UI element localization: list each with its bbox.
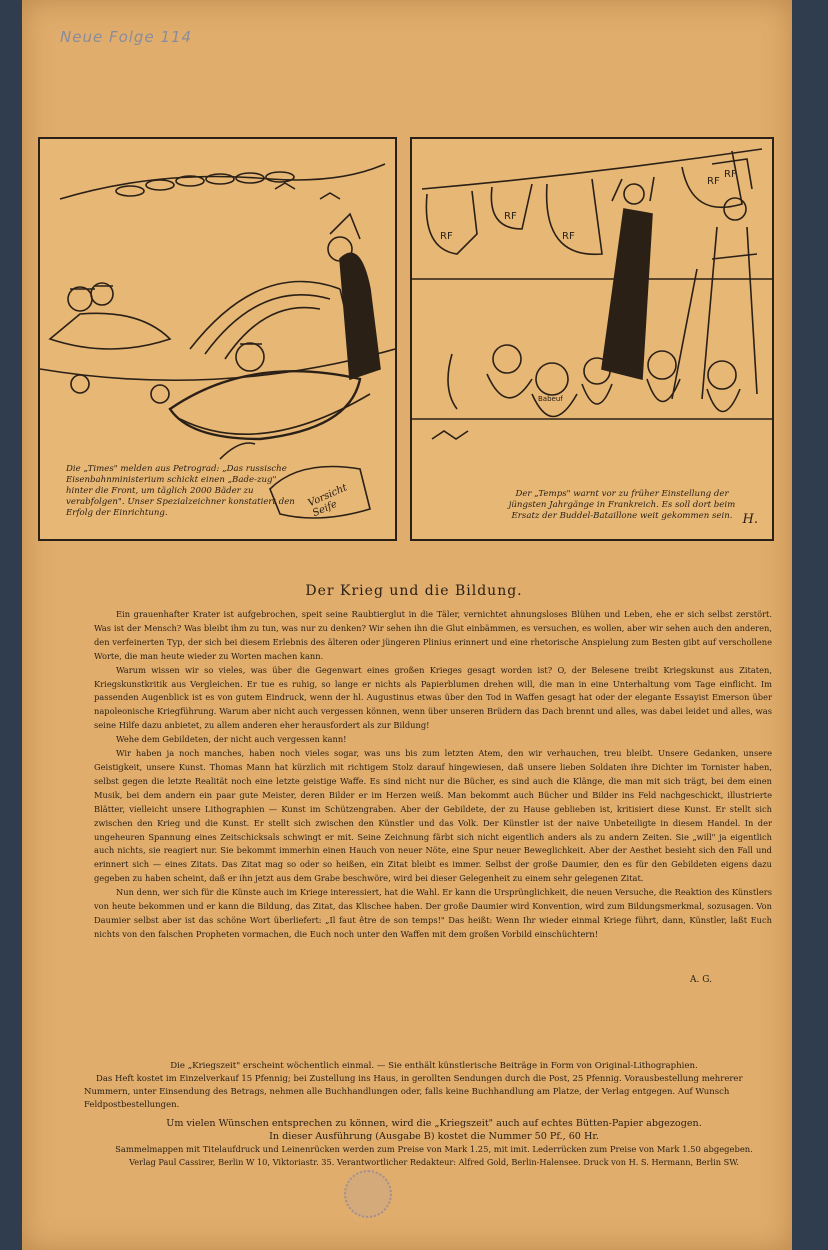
article-paragraph: Wir haben ja noch manches, haben noch vieles sogar, was uns bis zum letzten Atem, den wir verhauchen, treu bleibt. Unsere Gedanken, unsere Geistigkeit, unsere Kunst. Thomas Mann hat kürzlich mit richtigem Stolz darauf hingewiesen, daß unsere lieben Soldaten ihre Dichter im Tornister haben, selbst gegen die letzte Realität noch eine letzte geistige Waffe. Es sind nicht nur die Bücher, es sind auch die Klänge, die man mit sich trägt, bei dem einen Musik, bei dem andern ein paar gute Meister, deren Bilder er im Herzen weiß. Man bekommt auch Bücher und Bilder ins Feld nachgeschickt, illustrierte Blätter, vielleicht unsere Lithographien — Kunst im Schützengraben. Aber der Gebildete, der zu Hause geblieben ist, kritisiert diese Kunst. Er stellt sich zwischen den Krieg und die Kunst. Er stellt sich zwischen den Künstler und das Volk. Der Künstler ist der naive Unbeteiligte in diesem Handel. In der ungeheuren Spannung eines Zeitschicksals schwingt er mit. Seine Zeichnung färbt sich nicht eigentlich anders als zu andern Zeiten. Sie „will" ja eigentlich auch nichts, sie reagiert nur. Sie bekommt immerhin einen Hauch von neuer Nöte, eine Spur neuer Beweglichkeit. Aber der Aesthet besieht sich den Fall und erinnert sich — eines Zitats. Das Zitat mag so oder so heißen, ein Zitat bleibt es immer. Selbst der große Daumier, den es für den Gebildeten eigens dazu gegeben zu haben scheint, daß er ihn jetzt aus dem Grabe beschwöre, wird bei dieser Gelegenheit zu einem sehr gelegenen Zitat.	[94, 748, 772, 884]
article-body	[94, 608, 772, 942]
article-author: A. G.	[690, 975, 712, 985]
publisher-line: Verlag Paul Cassirer, Berlin W 10, Viktoriastr. 35. Verantwortlicher Redakteur: Alfred Gold, Berlin-Halensee. Druck von H. S. Hermann, Berlin SW.	[129, 1157, 739, 1167]
laundry-mark: RF	[504, 211, 517, 222]
footer-line: Um vielen Wünschen entsprechen zu können, wird die „Kriegszeit" auch auf echtes Bütten-Papier abgezogen.	[166, 1118, 702, 1129]
archive-pencil-note: Neue Folge 114	[60, 28, 193, 46]
article-title: Der Krieg und die Bildung.	[305, 583, 523, 599]
article-paragraph: Ein grauenhafter Krater ist aufgebrochen, speit seine Raubtierglut in die Täler, vernichtet ahnungsloses Blühen und Leben, ehe er sich selbst zerstört. Was ist der Mensch? Was bleibt ihm zu tun, was nur zu denken? Wir sehen ihn die Glut einbämmen, es versuchen, es wollen, aber wir sehen auch den anderen, den verfeinerten Typ, der sich bei diesem Erlebnis des älteren oder jüngeren Plinius erinnert und eine rhetorische Anspielung zum Besten gibt auf verschollene Worte, die man heute wieder zu Worten machen kann.	[94, 609, 772, 661]
footer-line: In dieser Ausführung (Ausgabe B) kostet die Nummer 50 Pf., 60 Hr.	[269, 1131, 599, 1142]
artist-monogram: H.	[742, 512, 758, 527]
publication-footer	[84, 1060, 784, 1169]
article-paragraph: Wehe dem Gebildeten, der nicht auch vergessen kann!	[116, 734, 347, 745]
right-illustration-panel	[410, 137, 774, 541]
laundry-mark: RF	[724, 169, 737, 180]
right-caption: Der „Temps" warnt vor zu früher Einstellung der jüngsten Jahrgänge in Frankreich. Es soll dort beim Ersatz der Buddel-Bataillone weit gekommen sein.	[508, 489, 736, 521]
footer-line: Das Heft kostet im Einzelverkauf 15 Pfennig; bei Zustellung ins Haus, in gerollten Sendungen durch die Post, 25 Pfennig. Vorausbestellung mehrerer Nummern, unter Einsendung des Betrags, nehmen alle Buchhandlungen oder, falls keine Buchhandlung am Platze, der Verlag entgegen. Auf Wunsch Feldpostbestellungen.	[84, 1074, 743, 1110]
soap-sign: Vorsicht Seife	[306, 482, 349, 520]
article-paragraph: Warum wissen wir so vieles, was über die Gegenwart eines großen Krieges gesagt worden ist? O, der Belesene treibt Kriegskunst aus Zitaten, Kriegskunstkritik aus Vergleichen. Er tue es ruhig, so lange er nichts als Papierblumen drehen will, die man in eine Unterhaltung vom Tage einflicht. Im passenden Augenblick ist es von gutem Eindruck, wenn der hl. Augustinus etwas über den Tod in Waffen gesagt hat oder der elegante Essayist Emerson über napoleonische Kriegführung. Warum aber nicht auch vergessen können, wenn über unseren Brüdern das Dach brennt und alles, was dabei leidet und alles, was seine Hilfe dazu anbietet, zu allem anderen eher herausfordert als zur Bildung!	[94, 664, 772, 731]
laundry-babies-drawing	[412, 139, 772, 539]
article-paragraph: Nun denn, wer sich für die Künste auch im Kriege interessiert, hat die Wahl. Er kann die Ursprünglichkeit, die neuen Versuche, die Reaktion des Künstlers von heute bekommen und er kann die Bildung, das Zitat, das Klischee haben. Der große Daumier wird Konvention, wird zum Bildungsmerkmal, sozusagen. Von Daumier selbst aber ist das schöne Wort überliefert: „Il faut être de son temps!" Das heißt: Wenn Ihr wieder einmal Kriege führt, dann, Künstler, laßt Euch nichts von den falschen Propheten vormachen, die Euch noch unter den Waffen mit dem großen Vorbild einschüchtern!	[94, 887, 772, 939]
footer-line: Sammelmappen mit Titelaufdruck und Leinenrücken werden zum Preise von Mark 1.25, mit imit. Lederrücken zum Preise von Mark 1.50 abgegeben.	[115, 1144, 753, 1154]
footer-line: Die „Kriegszeit" erscheint wöchentlich einmal. — Sie enthält künstlerische Beiträge in Form von Original-Lithographien.	[170, 1061, 698, 1071]
laundry-mark: RF	[440, 231, 453, 242]
left-caption: Die „Times" melden aus Petrograd: „Das russische Eisenbahnministerium schickt einen „Bade-zug" hinter die Front, um täglich 2000 Bäder zu verabfolgen". Unser Spezialzeichner konstatiert den Erfolg der Einrichtung.	[66, 464, 295, 518]
laundry-mark: RF	[707, 176, 720, 187]
laundry-mark: RF	[562, 231, 575, 242]
baby-bib-text: Babeuf	[538, 395, 563, 403]
left-illustration-panel	[38, 137, 397, 541]
library-stamp	[344, 1170, 392, 1218]
